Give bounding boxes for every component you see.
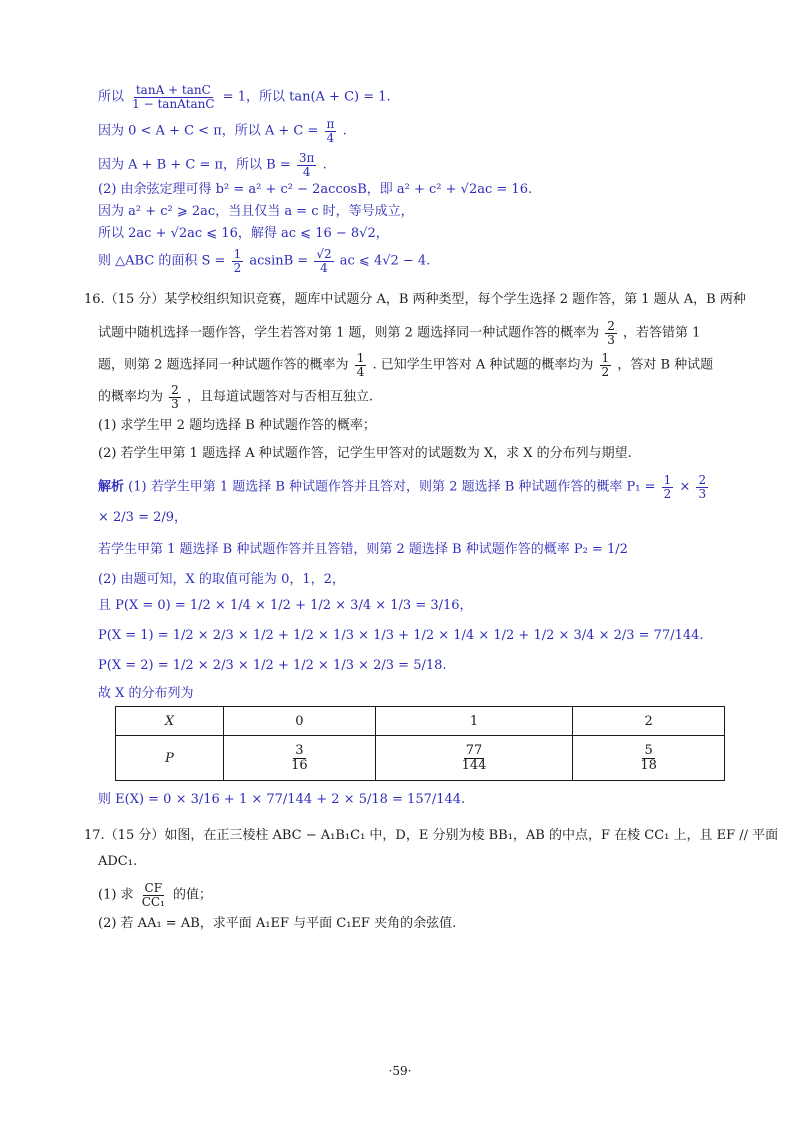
table-cell: 2 <box>573 707 725 736</box>
table-cell: $\frac{3}{16}$ <box>224 736 376 781</box>
q16-line-3: 题，则第 2 题选择同一种试题作答的概率为 $\frac{1}{4}$ . 已知学生甲答对 A 种试题的概率均为 $\frac{1}{2}$ ，答对 B 种试题 <box>98 351 714 379</box>
table-cell: 0 <box>224 707 376 736</box>
table-header-x: X <box>116 707 224 736</box>
q16-part-2: (2) 若学生甲第 1 题选择 A 种试题作答，记学生甲答对的试题数为 X，求 X 的分布列与期望. <box>98 446 632 461</box>
solution-line-3: 因为 A + B + C = π，所以 B = $\frac{3\pi}{4}$ . <box>98 151 327 179</box>
sol16-line-6: P(X = 1) = 1/2 × 2/3 × 1/2 + 1/2 × 1/3 × 1/3 + 1/2 × 1/4 × 1/2 + 1/2 × 3/4 × 2/3 = 77/144. <box>98 628 704 643</box>
table-row <box>116 736 725 781</box>
q17-part-1: (1) 求 $\frac{CF}{\text{CC₁}}$ 的值； <box>98 881 213 909</box>
table-header-p: P <box>116 736 224 781</box>
q16-line-4: 的概率均为 $\frac{2}{3}$ ，且每道试题答对与否相互独立. <box>98 383 374 411</box>
table-cell: $\frac{5}{18}$ <box>573 736 725 781</box>
table-cell: 1 <box>375 707 572 736</box>
sol16-line-7: P(X = 2) = 1/2 × 2/3 × 1/2 + 1/2 × 1/3 × 2/3 = 5/18. <box>98 658 447 673</box>
q17-line-1: 17.（15 分）如图，在正三棱柱 ABC − A₁B₁C₁ 中，D，E 分别为棱 BB₁，AB 的中点，F 在棱 CC₁ 上，且 EF // 平面 <box>84 828 779 843</box>
solution-line-7: 则 △ABC 的面积 S = $\frac{1}{2}$ acsinB = $\frac{√2}{4}$ ac ⩽ 4√2 − 4. <box>98 247 431 275</box>
q16-line-1: 16.（15 分）某学校组织知识竞赛，题库中试题分 A，B 两种类型，每个学生选择 2 题作答，第 1 题从 A，B 两种 <box>84 292 746 307</box>
q16-part-1: (1) 求学生甲 2 题均选择 B 种试题作答的概率； <box>98 418 376 433</box>
sol16-line-8: 故 X 的分布列为 <box>98 686 194 701</box>
q17-line-2: ADC₁. <box>98 854 138 869</box>
distribution-table <box>115 706 725 781</box>
sol16-line-3: 若学生甲第 1 题选择 B 种试题作答并且答错，则第 2 题选择 B 种试题作答的概率 P₂ = 1/2 <box>98 542 628 557</box>
page-number: ·59· <box>388 1064 412 1078</box>
solution-line-2: 因为 0 < A + C < π，所以 A + C = $\frac{\pi}{4}$ . <box>98 117 347 145</box>
sol16-line-1: 解析 (1) 若学生甲第 1 题选择 B 种试题作答并且答对，则第 2 题选择 B 种试题作答的概率 P₁ = $\frac{1}{2}$ × $\frac{2}{3}$ <box>98 473 707 501</box>
sol16-expectation: 则 E(X) = 0 × 3/16 + 1 × 77/144 + 2 × 5/18 = 157/144. <box>98 792 466 807</box>
q17-part-2: (2) 若 AA₁ = AB，求平面 A₁EF 与平面 C₁EF 夹角的余弦值. <box>98 916 457 931</box>
solution-label: 解析 <box>98 479 125 495</box>
solution-line-4: (2) 由余弦定理可得 b² = a² + c² − 2accosB，即 a² + c² + √2ac = 16. <box>98 182 533 197</box>
solution-line-5: 因为 a² + c² ⩾ 2ac，当且仅当 a = c 时，等号成立， <box>98 204 414 219</box>
sol16-line-2: × 2/3 = 2/9， <box>98 510 188 525</box>
sol16-line-4: (2) 由题可知，X 的取值可能为 0，1，2， <box>98 572 345 587</box>
sol16-line-5: 且 P(X = 0) = 1/2 × 1/4 × 1/2 + 1/2 × 3/4 × 1/3 = 3/16， <box>98 598 473 613</box>
table-cell: $\frac{77}{144}$ <box>375 736 572 781</box>
solution-line-1: 所以 $\frac{\tan A + \tan C}{\text{1 − tanAtanC}}$ = 1，所以 tan(A + C) = 1. <box>98 83 391 111</box>
solution-line-6: 所以 2ac + √2ac ⩽ 16，解得 ac ⩽ 16 − 8√2， <box>98 226 389 241</box>
q16-line-2: 试题中随机选择一题作答，学生若答对第 1 题，则第 2 题选择同一种试题作答的概率为 $\frac{2}{3}$ ，若答错第 1 <box>98 319 701 347</box>
table-row <box>116 707 725 736</box>
